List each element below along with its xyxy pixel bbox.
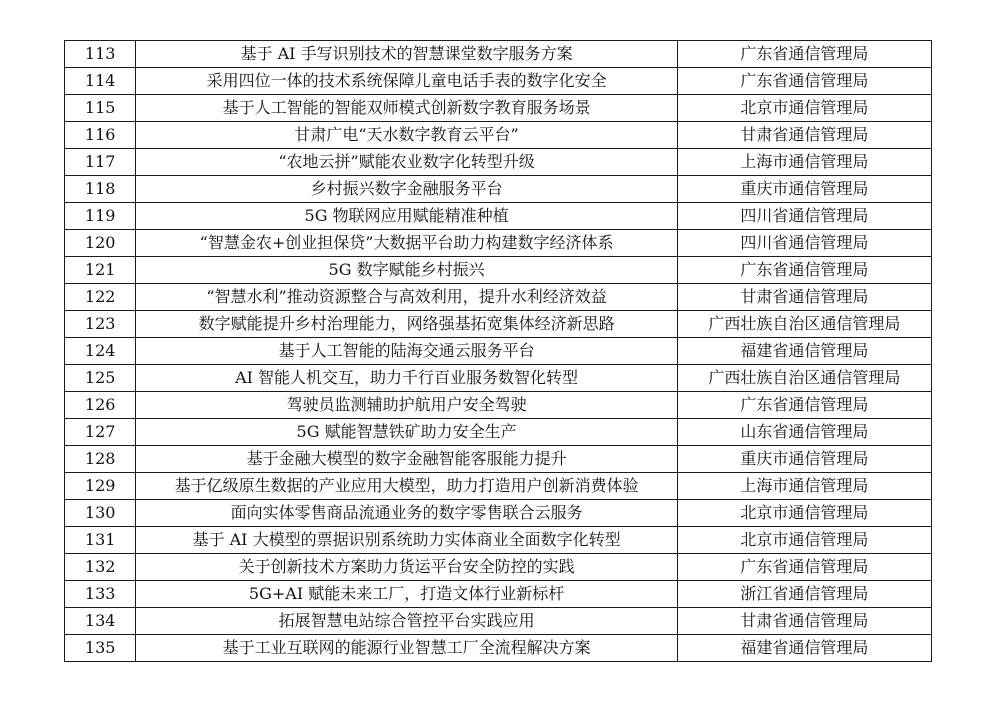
case-number-cell: 127 — [65, 419, 136, 446]
case-name-cell: 甘肃广电“天水数字教育云平台” — [136, 122, 677, 149]
authority-cell: 广西壮族自治区通信管理局 — [677, 311, 931, 338]
table-row — [65, 392, 932, 419]
authority-cell: 上海市通信管理局 — [677, 473, 931, 500]
authority-cell: 广东省通信管理局 — [677, 257, 931, 284]
case-name-cell: “农地云拼”赋能农业数字化转型升级 — [136, 149, 677, 176]
case-list-table — [64, 40, 932, 662]
table-row — [65, 41, 932, 68]
case-number-cell: 129 — [65, 473, 136, 500]
table-row — [65, 230, 932, 257]
case-number-cell: 123 — [65, 311, 136, 338]
case-name-cell: 5G+AI 赋能未来工厂，打造文体行业新标杆 — [136, 581, 677, 608]
case-name-cell: 基于人工智能的陆海交通云服务平台 — [136, 338, 677, 365]
authority-cell: 上海市通信管理局 — [677, 149, 931, 176]
case-name-cell: 基于人工智能的智能双师模式创新数字教育服务场景 — [136, 95, 677, 122]
authority-cell: 重庆市通信管理局 — [677, 446, 931, 473]
authority-cell: 福建省通信管理局 — [677, 635, 931, 662]
case-number-cell: 130 — [65, 500, 136, 527]
case-name-cell: 驾驶员监测辅助护航用户安全驾驶 — [136, 392, 677, 419]
case-name-cell: 关于创新技术方案助力货运平台安全防控的实践 — [136, 554, 677, 581]
case-number-cell: 126 — [65, 392, 136, 419]
table-row — [65, 473, 932, 500]
case-number-cell: 135 — [65, 635, 136, 662]
table-row — [65, 338, 932, 365]
case-name-cell: 5G 物联网应用赋能精准种植 — [136, 203, 677, 230]
table-row — [65, 95, 932, 122]
authority-cell: 广西壮族自治区通信管理局 — [677, 365, 931, 392]
table-row — [65, 608, 932, 635]
case-number-cell: 121 — [65, 257, 136, 284]
authority-cell: 福建省通信管理局 — [677, 338, 931, 365]
case-number-cell: 134 — [65, 608, 136, 635]
case-name-cell: 5G 赋能智慧铁矿助力安全生产 — [136, 419, 677, 446]
table-row — [65, 176, 932, 203]
case-name-cell: 数字赋能提升乡村治理能力，网络强基拓宽集体经济新思路 — [136, 311, 677, 338]
case-number-cell: 114 — [65, 68, 136, 95]
case-name-cell: 采用四位一体的技术系统保障儿童电话手表的数字化安全 — [136, 68, 677, 95]
case-number-cell: 125 — [65, 365, 136, 392]
table-row — [65, 581, 932, 608]
case-name-cell: 基于金融大模型的数字金融智能客服能力提升 — [136, 446, 677, 473]
authority-cell: 甘肃省通信管理局 — [677, 284, 931, 311]
case-number-cell: 118 — [65, 176, 136, 203]
case-number-cell: 122 — [65, 284, 136, 311]
case-number-cell: 116 — [65, 122, 136, 149]
authority-cell: 广东省通信管理局 — [677, 392, 931, 419]
case-number-cell: 117 — [65, 149, 136, 176]
case-name-cell: AI 智能人机交互，助力千行百业服务数智化转型 — [136, 365, 677, 392]
case-name-cell: 5G 数字赋能乡村振兴 — [136, 257, 677, 284]
table-row — [65, 203, 932, 230]
table-row — [65, 149, 932, 176]
authority-cell: 广东省通信管理局 — [677, 68, 931, 95]
authority-cell: 广东省通信管理局 — [677, 554, 931, 581]
authority-cell: 广东省通信管理局 — [677, 41, 931, 68]
authority-cell: 山东省通信管理局 — [677, 419, 931, 446]
authority-cell: 四川省通信管理局 — [677, 230, 931, 257]
authority-cell: 四川省通信管理局 — [677, 203, 931, 230]
table-row — [65, 284, 932, 311]
authority-cell: 甘肃省通信管理局 — [677, 122, 931, 149]
table-row — [65, 311, 932, 338]
authority-cell: 重庆市通信管理局 — [677, 176, 931, 203]
case-name-cell: 基于 AI 大模型的票据识别系统助力实体商业全面数字化转型 — [136, 527, 677, 554]
table-row — [65, 122, 932, 149]
case-name-cell: 基于亿级原生数据的产业应用大模型，助力打造用户创新消费体验 — [136, 473, 677, 500]
case-name-cell: 乡村振兴数字金融服务平台 — [136, 176, 677, 203]
authority-cell: 北京市通信管理局 — [677, 527, 931, 554]
case-number-cell: 128 — [65, 446, 136, 473]
case-number-cell: 131 — [65, 527, 136, 554]
case-name-cell: 基于 AI 手写识别技术的智慧课堂数字服务方案 — [136, 41, 677, 68]
document-page — [64, 40, 932, 662]
authority-cell: 北京市通信管理局 — [677, 95, 931, 122]
case-number-cell: 124 — [65, 338, 136, 365]
case-number-cell: 115 — [65, 95, 136, 122]
table-row — [65, 446, 932, 473]
table-row — [65, 68, 932, 95]
authority-cell: 浙江省通信管理局 — [677, 581, 931, 608]
case-number-cell: 132 — [65, 554, 136, 581]
authority-cell: 甘肃省通信管理局 — [677, 608, 931, 635]
authority-cell: 北京市通信管理局 — [677, 500, 931, 527]
table-row — [65, 527, 932, 554]
case-number-cell: 133 — [65, 581, 136, 608]
case-name-cell: 基于工业互联网的能源行业智慧工厂全流程解决方案 — [136, 635, 677, 662]
table-row — [65, 419, 932, 446]
table-row — [65, 500, 932, 527]
table-body — [65, 41, 932, 662]
table-row — [65, 635, 932, 662]
case-number-cell: 119 — [65, 203, 136, 230]
table-row — [65, 257, 932, 284]
case-name-cell: 面向实体零售商品流通业务的数字零售联合云服务 — [136, 500, 677, 527]
case-number-cell: 120 — [65, 230, 136, 257]
case-number-cell: 113 — [65, 41, 136, 68]
table-row — [65, 554, 932, 581]
case-name-cell: 拓展智慧电站综合管控平台实践应用 — [136, 608, 677, 635]
case-name-cell: “智慧金农+创业担保贷”大数据平台助力构建数字经济体系 — [136, 230, 677, 257]
table-row — [65, 365, 932, 392]
case-name-cell: “智慧水利”推动资源整合与高效利用，提升水利经济效益 — [136, 284, 677, 311]
